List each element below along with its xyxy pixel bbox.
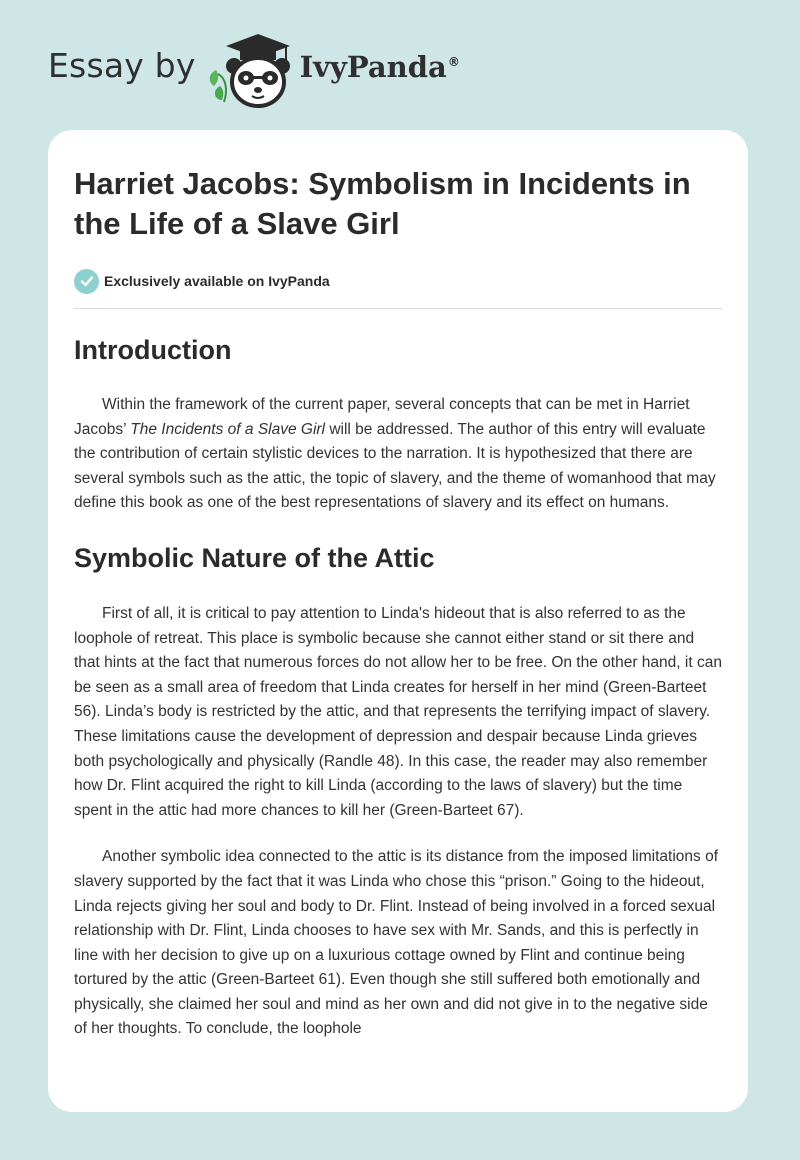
paragraph-attic-2: Another symbolic idea connected to the attic is its distance from the imposed limitations of slavery supported by the fact that it was Linda who chose this “prison.” Going to the hideout, Linda rejects giving her soul and body to Dr. Flint. Instead of being involved in a forced sexual relationship with Dr. Flint, Linda chooses to have sex with Mr. Sands, and this is perfectly in line with her decision to give up on a luxurious cottage owned by Flint and continue being tortured by the attic (Green-Barteet 61). Even though she still suffered both emotionally and physically, she claimed her soul and mind as her own and did not give in to the negative side of her thoughts. To conclude, the loophole [74,848,718,1038]
brand-prefix: Essay by [48,45,196,85]
brand-header[interactable] [48,30,460,110]
paragraph-attic-1: First of all, it is critical to pay attention to Linda's hideout that is also referred to as the loophole of retreat. This place is symbolic because she cannot either stand or sit there and that hints at the fact that numerous forces do not allow her to be free. On the other hand, it can be seen as a small area of freedom that Linda creates for herself in her mind (Green-Barteet 56). Linda’s body is restricted by the attic, and that represents the terrifying impact of slavery. These limitations cause the development of depression and despair because Linda grieves both psychologically and physically (Randle 48). In this case, the reader may also remember how Dr. Flint acquired the right to kill Linda (according to the laws of slavery) but the time spent in the attic had more chances to kill her (Green-Barteet 67). [74,604,722,819]
section-heading-attic: Symbolic Nature of the Attic [74,542,435,573]
brand-name: IvyPanda® [299,50,460,84]
check-icon [74,269,99,294]
essay-title: Harriet Jacobs: Symbolism in Incidents in the Life of a Slave Girl [74,166,691,241]
exclusive-text: Exclusively available on IvyPanda [104,273,330,289]
divider [74,308,722,309]
exclusive-badge [74,267,722,295]
panda-graduate-icon [206,30,298,110]
registered-mark: ® [447,55,460,70]
book-title: The Incidents of a Slave Girl [130,420,326,438]
section-heading-introduction: Introduction [74,335,232,365]
paragraph-introduction: Within the framework of the current paper, several concepts that can be met in Harriet Jacobs’ The Incidents of a Slave Girl will be addressed. The author of this entry will evaluate the contribution of certain stylistic devices to the narration. It is hypothesized that there are several symbols such as the attic, the topic of slavery, and the theme of womanhood that may define this book as one of the best representations of slavery and its effect on humans. [74,396,716,512]
essay-card [48,130,748,1112]
